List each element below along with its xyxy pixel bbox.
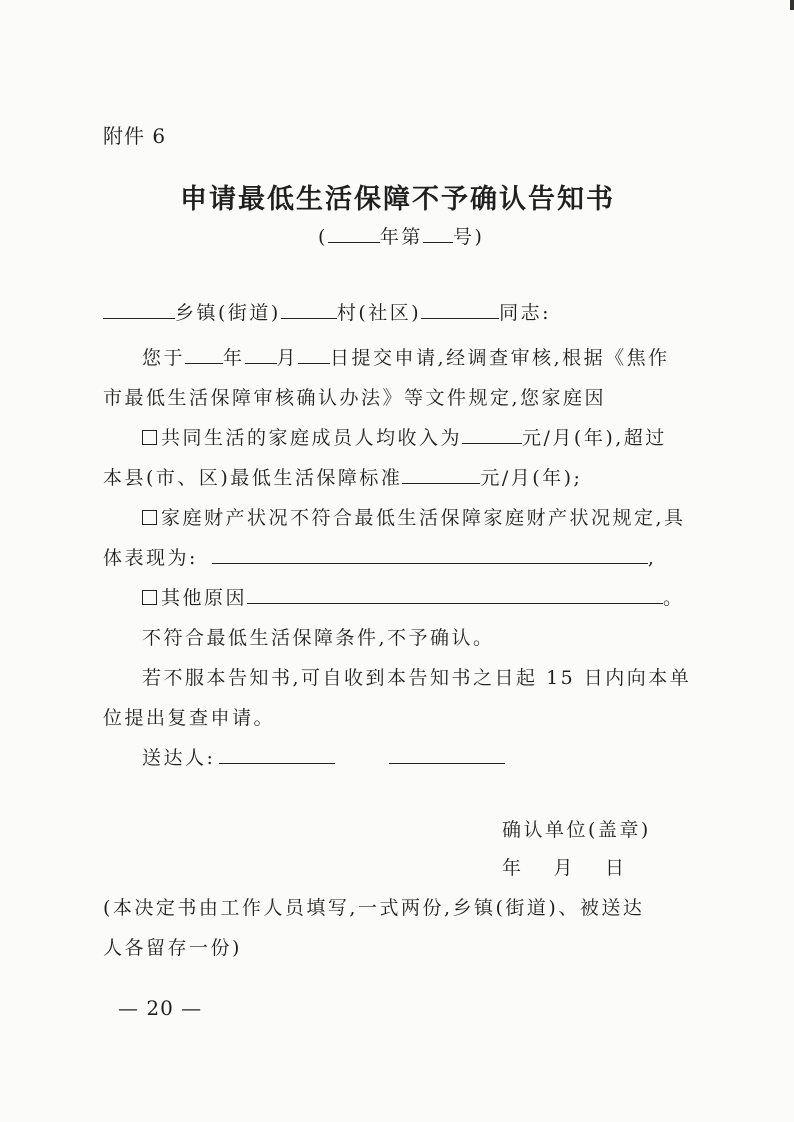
attachment-label: 附件 6 [103,124,167,148]
option3-text-a: 其他原因 [161,587,248,609]
other-reason-blank[interactable] [247,585,663,604]
note-line1: (本决定书由工作人员填写,一式两份,乡镇(街道)、被送达 [103,897,645,919]
option2-checkbox[interactable] [142,510,157,525]
date-year: 年 [502,857,524,879]
deliverer-1-blank[interactable] [219,745,335,764]
submit-day-blank[interactable] [298,345,330,364]
option1-text-c: 本县(市、区)最低生活保障标准 [103,467,403,489]
doc-number-blank[interactable] [423,224,453,243]
option3-text-b: 。 [663,587,685,609]
option2-text-a: 家庭财产状况不符合最低生活保障家庭财产状况规定,具 [161,507,686,529]
para1-text-a: 您于 [142,347,186,369]
addressee-comrade: 同志: [499,302,552,324]
addressee-town: 乡镇(街道) [175,302,281,324]
appeal-line2: 位提出复查申请。 [103,707,276,729]
confirming-unit: 确认单位(盖章) [502,819,651,841]
document-title: 申请最低生活保障不予确认告知书 [180,184,615,215]
property-detail-blank[interactable] [212,545,648,564]
doc-year-blank[interactable] [328,224,380,243]
option1-line2 [103,463,582,490]
option2-text-c: , [647,547,657,569]
doc-no-year: 年第 [379,226,423,248]
name-blank[interactable] [421,300,499,319]
option1-checkbox[interactable] [142,430,157,445]
option1-text-b: 元/月(年),超过 [522,427,667,449]
deliverer-line [142,743,505,770]
date-day: 日 [605,857,627,879]
option1-text-a: 共同生活的家庭成员人均收入为 [161,427,463,449]
para1-month: 月 [276,347,299,369]
para1-year: 年 [223,347,245,369]
option2-line1 [142,503,686,530]
option1-text-d: 元/月(年); [480,467,583,489]
signature-date [502,853,627,880]
submit-year-blank[interactable] [185,345,223,364]
town-blank[interactable] [103,300,175,319]
doc-no-open: ( [318,226,328,248]
note-line2: 人各留存一份) [103,937,242,959]
appeal-line1: 若不服本告知书,可自收到本告知书之日起 15 日内向本单 [142,667,692,689]
page-number: — 20 — [118,996,203,1020]
para1-line2: 市最低生活保障审核确认办法》等文件规定,您家庭因 [103,387,607,409]
deliverer-2-blank[interactable] [389,745,505,764]
scan-edge-mark [790,0,794,10]
para1-line1 [142,343,670,370]
para1-day: 日提交申请,经调查审核,根据《焦作 [330,347,670,369]
option3-checkbox[interactable] [142,590,157,605]
option2-text-b: 体表现为: [103,547,198,569]
option2-line2 [103,543,656,570]
income-blank[interactable] [462,425,522,444]
addressee-line [103,298,551,325]
document-number [318,222,484,249]
date-month: 月 [553,857,576,879]
doc-no-num: 号) [452,226,485,248]
standard-blank[interactable] [402,465,480,484]
deliverer-label: 送达人: [142,747,216,769]
addressee-village: 村(社区) [336,302,422,324]
conclusion-text: 不符合最低生活保障条件,不予确认。 [142,627,495,649]
option1-line1 [142,423,667,450]
village-blank[interactable] [281,300,337,319]
submit-month-blank[interactable] [245,345,277,364]
option3-line [142,583,685,610]
